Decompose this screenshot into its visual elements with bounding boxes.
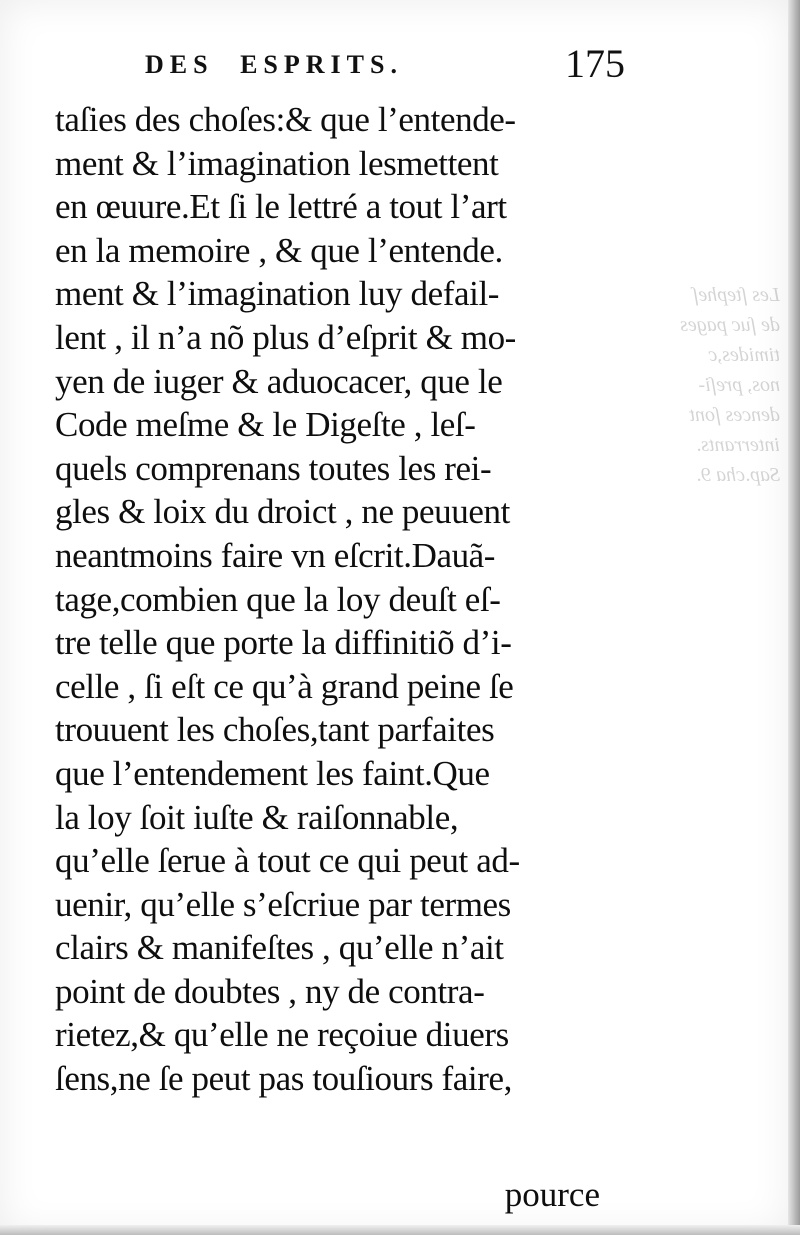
text-line: clairs & manifeſtes , qu’elle n’ait xyxy=(55,928,504,968)
page-edge-shadow xyxy=(788,0,800,1235)
text-line: yen de iuger & aduocacer, que le xyxy=(55,361,503,401)
text-line: neantmoins faire vn eſcrit.Dauã- xyxy=(55,535,496,575)
text-line: gles & loix du droict , ne peuuent xyxy=(55,492,510,532)
bleed-line: interrants. xyxy=(696,434,780,456)
text-line: en la memoire , & que l’entende. xyxy=(55,230,503,270)
page-bottom-shadow xyxy=(0,1225,800,1235)
text-line: lent , il n’a nõ plus d’eſprit & mo- xyxy=(55,317,516,357)
text-line: celle , ſi eſt ce qu’à grand peine ſe xyxy=(55,666,514,706)
text-line: en œuure.Et ſi le lettré a tout l’art xyxy=(55,187,507,227)
text-line: ment & l’imagination lesmettent xyxy=(55,143,499,183)
body-text xyxy=(55,98,615,1101)
text-line: uenir, qu’elle s’eſcriue par termes xyxy=(55,884,511,924)
text-line: quels comprenans toutes les rei- xyxy=(55,448,492,488)
running-head xyxy=(145,40,625,86)
text-line: taſies des choſes:& que l’entende- xyxy=(55,100,516,139)
bleed-through-marginalia xyxy=(630,280,780,490)
running-head-title: DES ESPRITS. xyxy=(145,50,403,79)
catchword: pource xyxy=(504,1175,600,1214)
text-line: trouuent les choſes,tant parfaites xyxy=(55,710,495,750)
bleed-line: timides,c xyxy=(708,344,780,366)
bleed-line: Les ſtepheſ xyxy=(692,284,780,306)
bleed-line: de ſuc pages xyxy=(680,314,780,336)
text-line: Code meſme & le Digeſte , leſ- xyxy=(55,405,476,445)
text-line: ment & l’imagination luy defail- xyxy=(55,274,500,314)
page-number: 175 xyxy=(565,41,625,86)
text-line: tage,combien que la loy deuſt eſ- xyxy=(55,579,501,619)
text-line: tre telle que porte la diffinitiõ d’i- xyxy=(55,623,512,663)
text-line: point de doubtes , ny de contra- xyxy=(55,971,485,1011)
bleed-line: nos, preſi- xyxy=(698,374,780,396)
bleed-line: dences ſont xyxy=(689,404,780,426)
text-line: la loy ſoit iuſte & raiſonnable, xyxy=(55,797,459,837)
text-line: que l’entendement les faint.Que xyxy=(55,753,490,793)
bleed-line: Sap.cha 9. xyxy=(696,464,780,486)
text-line: rietez,& qu’elle ne reçoiue diuers xyxy=(55,1015,509,1055)
text-line: qu’elle ſerue à tout ce qui peut ad- xyxy=(55,841,520,881)
text-line: ſens,ne ſe peut pas touſiours faire, xyxy=(55,1059,512,1099)
